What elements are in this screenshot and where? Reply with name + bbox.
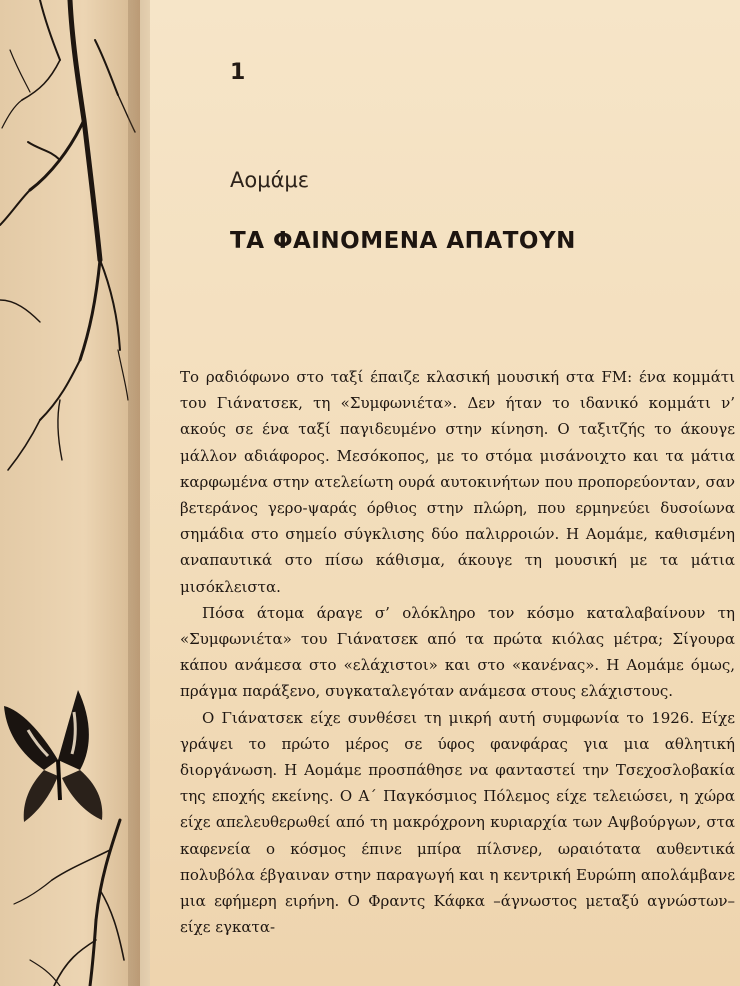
butterfly-illustration: [0, 690, 115, 840]
paragraph: Πόσα άτομα άραγε σ’ ολόκληρο τον κόσμο καταλαβαίνουν τη «Συμφωνιέτα» του Γιάνατσεκ από τα πρώτα κιόλας μέτρα; Σίγουρα κάπου ανάμεσα στο «ελάχιστοι» και στο «κανένας». Η Αομάμε όμως, πράγμα παράξενο, συγκαταλεγόταν ανάμεσα στους ελάχιστους.: [180, 603, 735, 701]
paragraph: Το ραδιόφωνο στο ταξί έπαιζε κλασική μουσική στα FM: ένα κομμάτι του Γιάνατσεκ, τη «Συμφωνιέτα». Δεν ήταν το ιδανικό κομμάτι ν’ ακούς σε ένα ταξί παγιδευμένο στην κίνηση. Ο ταξιτζής το άκουγε μάλλον αδιάφορος. Μεσόκοπος, με το στόμα μισάνοιχτο και τα μάτια καρφωμένα στην ατελείωτη ουρά αυτοκινήτων που προπορεύονταν, σαν βετεράνος γερο-ψαράς όρθιος στην πλώρη, που ερμηνεύει δυσοίωνα σημάδια στο σημείο σύγκλισης δύο παλιρροιών. Η Αομάμε, καθισμένη αναπαυτικά στο πίσω κάθισμα, άκουγε τη μουσική με τα μάτια μισόκλειστα.: [180, 368, 735, 596]
chapter-number: 1: [230, 60, 246, 85]
book-page: [150, 0, 740, 986]
chapter-character-name: Αομάμε: [230, 168, 310, 192]
chapter-title: ΤΑ ΦΑΙΝΟΜΕΝΑ ΑΠΑΤΟΥΝ: [230, 228, 576, 254]
body-text: [180, 364, 735, 940]
paragraph: Ο Γιάνατσεκ είχε συνθέσει τη μικρή αυτή συμφωνία το 1926. Είχε γράψει το πρώτο μέρος σε ύφος φανφάρας για μια αθλητική διοργάνωση. Η Αομάμε προσπάθησε να φανταστεί την Τσεχοσλοβακία της εποχής εκείνης. Ο Α΄ Παγκόσμιος Πόλεμος είχε τελειώσει, η χώρα είχε απελευθερωθεί από τη μακρόχρονη κυριαρχία των Αψβούργων, στα καφενεία ο κόσμος έπινε μπίρα πίλσνερ, ωραιότατα αυθεντικά πολυβόλα έβγαιναν στην παραγωγή και η κεντρική Ευρώπη απολάμβανε μια εφήμερη ειρήνη. Ο Φραντς Κάφκα –άγνωστος μεταξύ αγνώστων– είχε εγκατα-: [180, 708, 735, 937]
